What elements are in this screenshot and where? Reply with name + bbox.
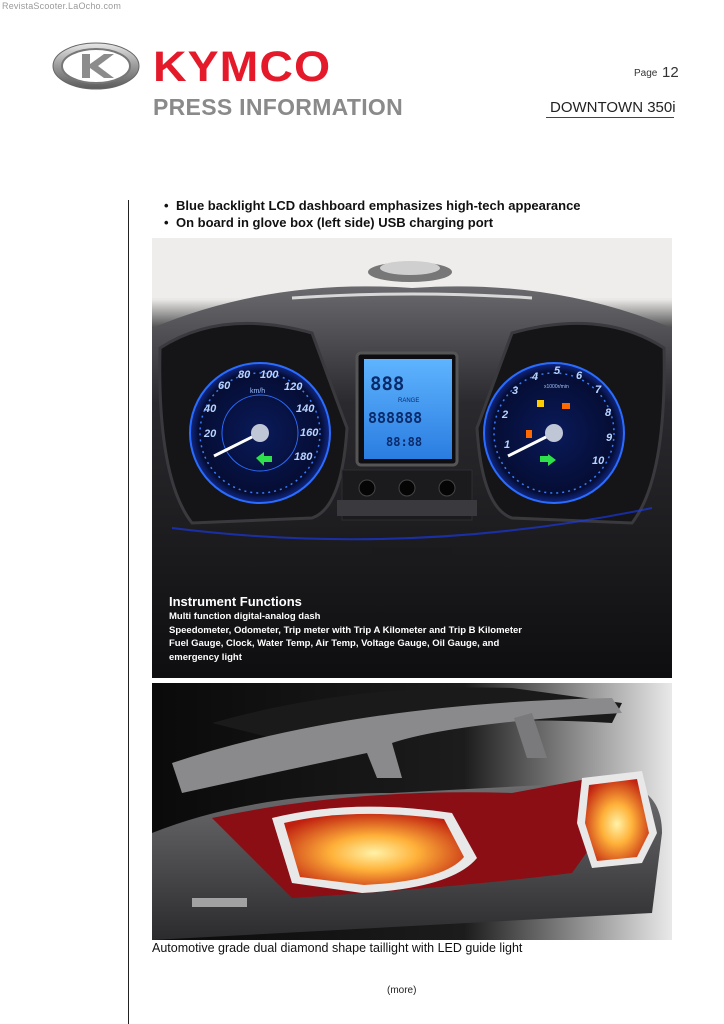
speedo-number: 20	[204, 428, 217, 440]
speedo-number: 140	[296, 403, 315, 415]
speedo-number: 120	[284, 381, 303, 393]
tacho-number: 5	[554, 365, 561, 377]
speedo-number: 80	[238, 369, 251, 381]
speedo-number: 100	[260, 369, 279, 381]
taillight-caption: Automotive grade dual diamond shape taillight with LED guide light	[152, 941, 523, 955]
left-margin-rule	[128, 200, 129, 1024]
tacho-number: 7	[595, 384, 602, 396]
dashboard-photo	[152, 238, 672, 678]
tacho-number: 2	[502, 409, 509, 421]
brand-wordmark: KYMCO	[153, 43, 332, 91]
lcd-odometer: 888888	[368, 409, 423, 427]
tacho-number: 3	[512, 385, 519, 397]
tacho-number: 10	[592, 455, 605, 467]
model-underline	[546, 117, 674, 118]
tacho-number: 8	[605, 407, 612, 419]
feature-bullets	[164, 197, 581, 231]
instrument-caption	[169, 594, 522, 664]
speedo-number: 40	[204, 403, 217, 415]
instrument-caption-line: Fuel Gauge, Clock, Water Temp, Air Temp, Voltage Gauge, Oil Gauge, and	[169, 638, 500, 649]
tacho-unit: x1000r/min	[544, 384, 569, 390]
lcd-speed: 888	[370, 373, 405, 395]
bullet-item: • Blue backlight LCD dashboard emphasizes high-tech appearance	[164, 198, 581, 213]
lcd-clock: 88:88	[386, 435, 423, 449]
tacho-number: 9	[606, 432, 613, 444]
page-label: Page	[634, 68, 658, 79]
tacho-number: 1	[504, 439, 511, 451]
instrument-caption-line: Speedometer, Odometer, Trip meter with Trip A Kilometer and Trip B Kilometer	[169, 624, 522, 636]
page-number: 12	[662, 64, 679, 81]
tacho-number: 6	[576, 370, 583, 382]
instrument-caption-line: emergency light	[169, 651, 242, 663]
lcd-range: RANGE	[398, 398, 420, 404]
bullet-item: • On board in glove box (left side) USB charging port	[164, 215, 494, 230]
tacho-number: 4	[532, 371, 539, 383]
watermark-text: RevistaScooter.LaOcho.com	[2, 1, 122, 11]
speedo-number: 160	[300, 427, 319, 439]
kymco-logo-icon	[52, 42, 140, 90]
instrument-caption-line: Multi function digital-analog dash	[169, 611, 321, 622]
taillight-photo	[152, 683, 672, 940]
taillight-illustration	[152, 683, 672, 940]
model-name: DOWNTOWN 350i	[550, 99, 676, 116]
speedo-number: 60	[218, 380, 231, 392]
speedo-number: 180	[294, 451, 313, 463]
instrument-caption-heading: Instrument Functions	[169, 594, 302, 609]
press-information-heading: PRESS INFORMATION	[153, 94, 404, 120]
speedo-unit: km/h	[250, 388, 266, 395]
more-indicator: (more)	[387, 985, 417, 996]
